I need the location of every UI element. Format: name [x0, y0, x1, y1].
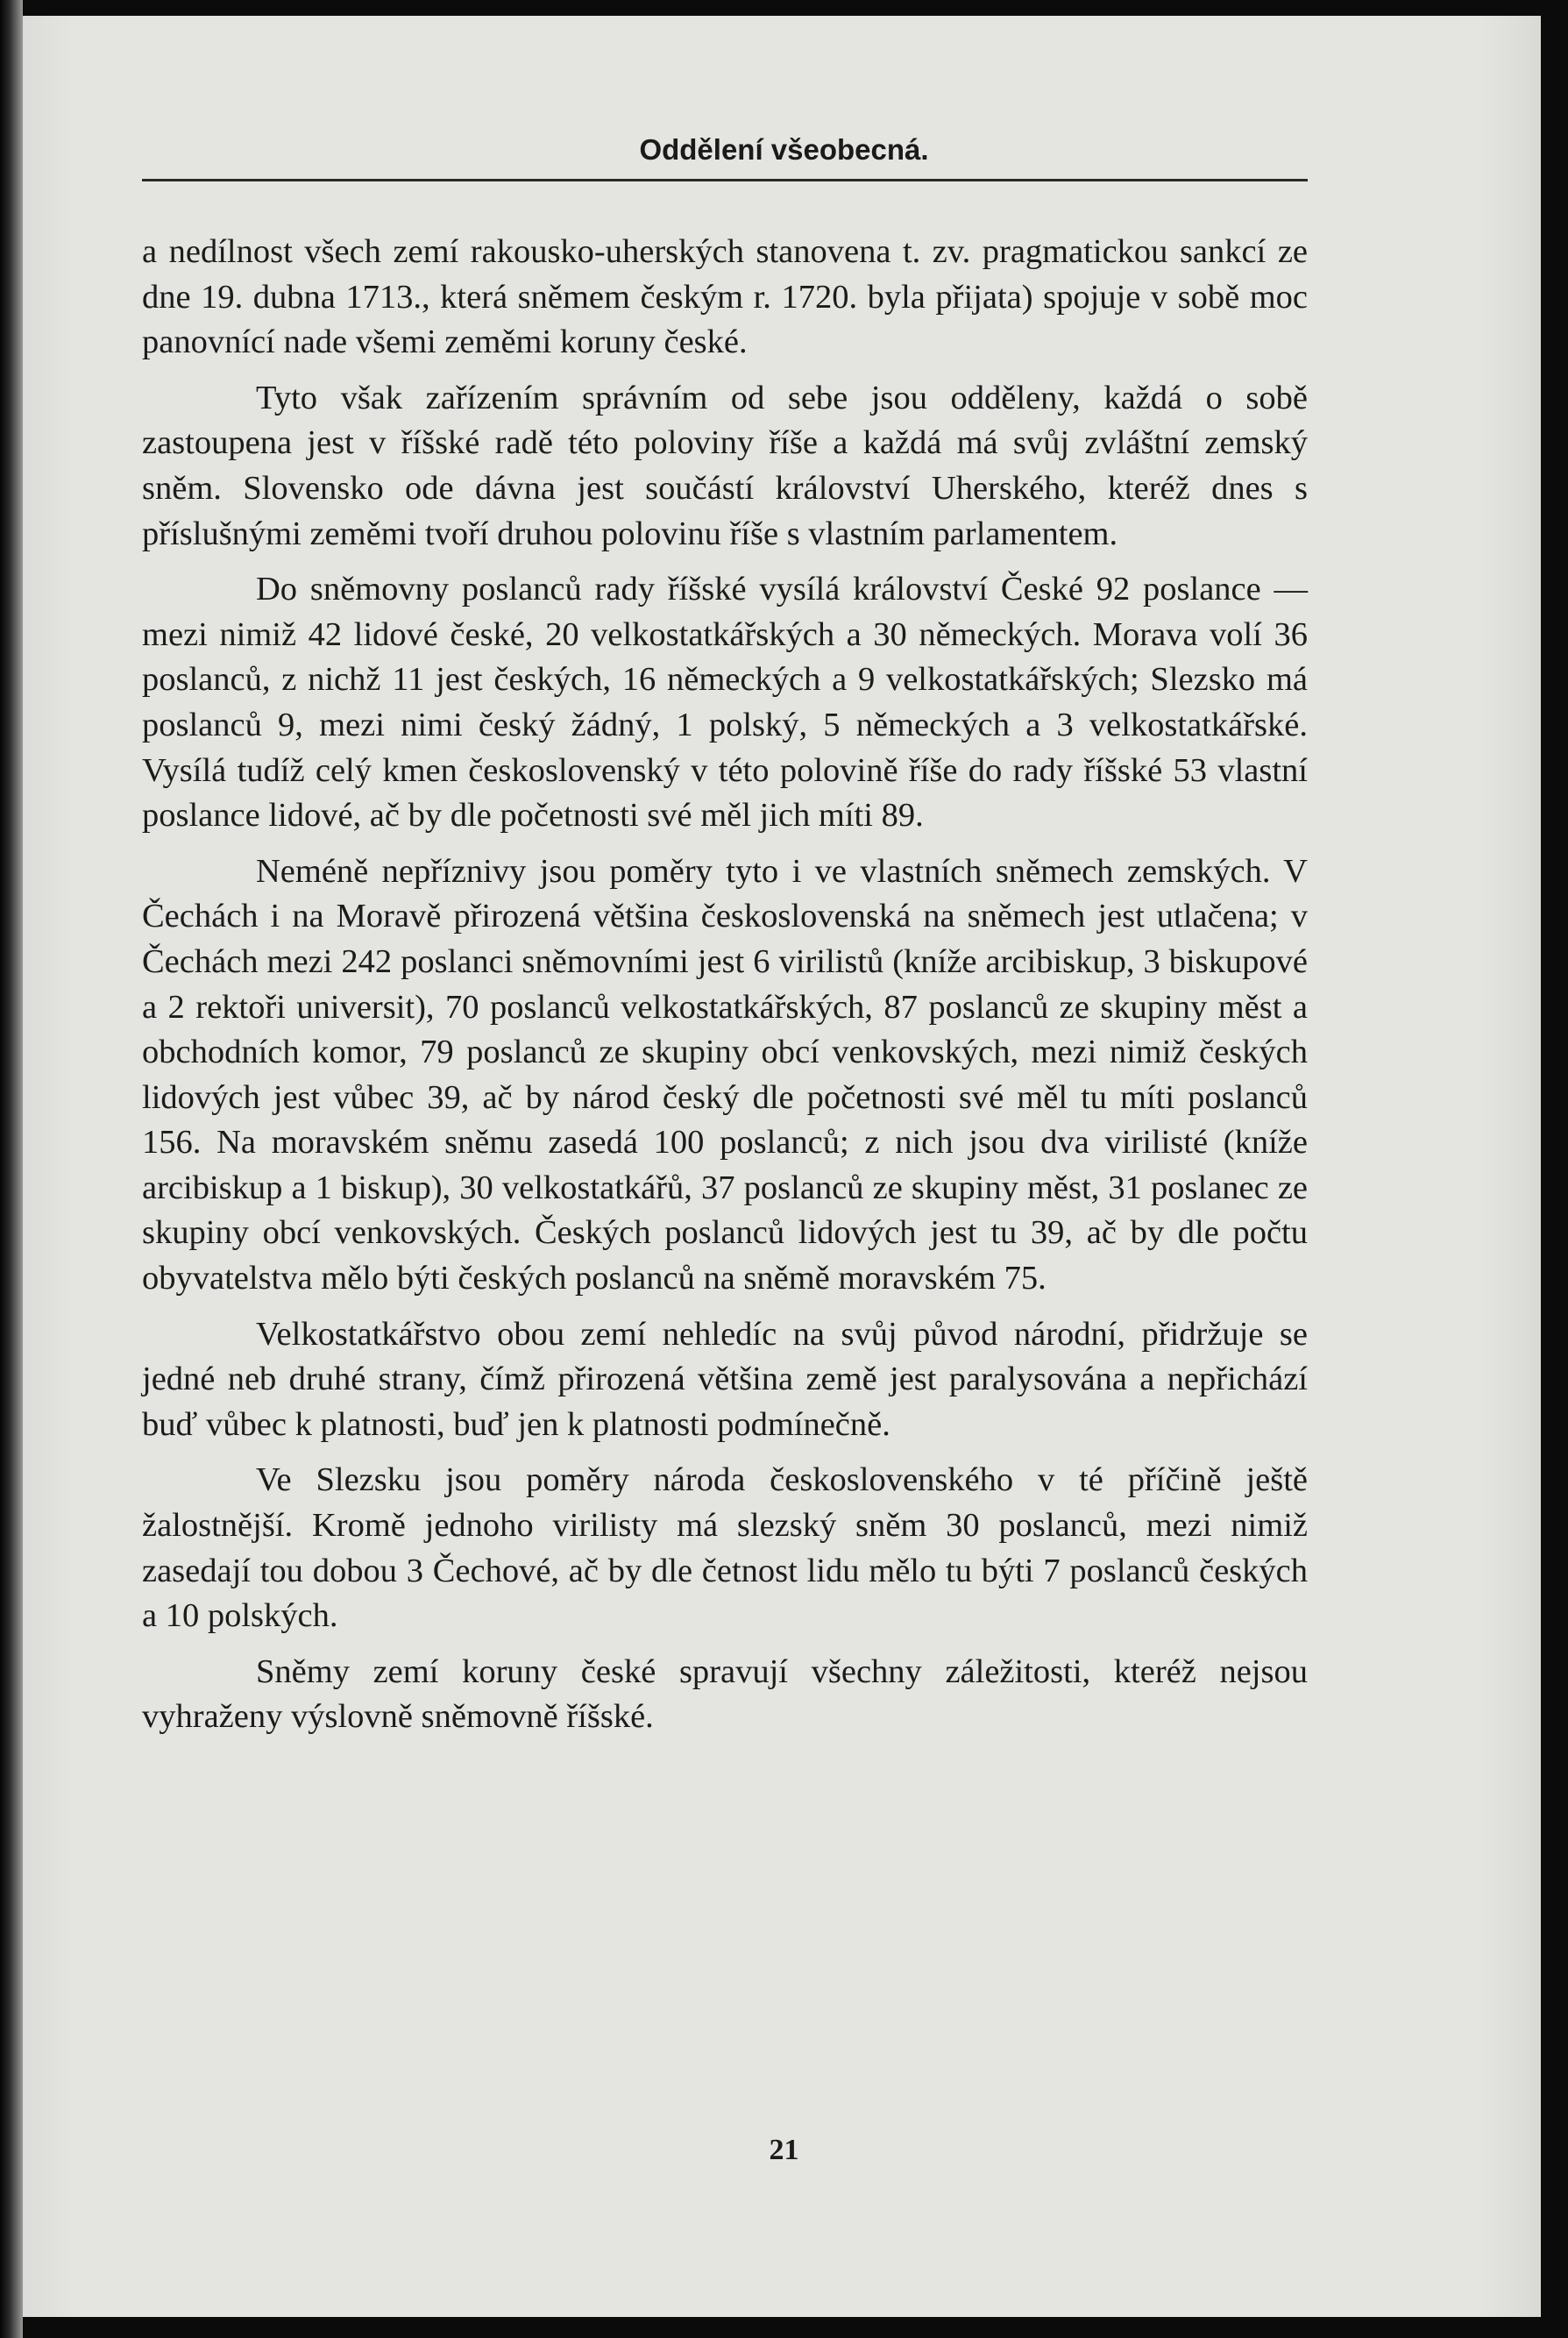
- paragraph: Sněmy zemí koruny české spravují všechny záležitosti, kteréž nejsou vyhraženy výslovně sněmovně říšské.: [142, 1652, 1308, 1736]
- body-text: [142, 230, 1308, 1751]
- paragraph: Do sněmovny poslanců rady říšské vysílá království České 92 poslance — mezi nimiž 42 lidové české, 20 velkostatkářských a 30 německých. Morava volí 36 poslanců, z nichž 11 jest českých, 16 německých a 9 velkostatkářských; Slezsko má poslanců 9, mezi nimi český žádný, 1 polský, 5 německých a 3 velkostatkářské. Vysílá tudíž celý kmen československý v této polovině říše do rady říšské 53 vlastní poslance lidové, ač by dle početnosti své měl jich míti 89.: [142, 571, 1308, 835]
- binding-edge: [0, 0, 23, 2338]
- paragraph: Neméně nepříznivy jsou poměry tyto i ve vlastních sněmech zemských. V Čechách i na Moravě přirozená většina československá na sněmech jest utlačena; v Čechách mezi 242 poslanci sněmovními jest 6 virilistů (kníže arcibiskup, 3 biskupové a 2 rektoři universit), 70 poslanců velkostatkářských, 87 poslanců ze skupiny měst a obchodních komor, 79 poslanců ze skupiny obcí venkovských, mezi nimiž českých lidových jest vůbec 39, ač by národ český dle početnosti své měl tu míti poslanců 156. Na moravském sněmu zasedá 100 poslanců; z nich jsou dva virilisté (kníže arcibiskup a 1 biskup), 30 velkostatkářů, 37 poslanců ze skupiny měst, 31 poslanec ze skupiny obcí venkovských. Českých poslanců lidových jest tu 39, ač by dle počtu obyvatelstva mělo býti českých poslanců na sněmě moravském 75.: [142, 852, 1308, 1297]
- running-head: Oddělení všeobecná.: [639, 133, 929, 166]
- paragraph: a nedílnost všech zemí rakousko-uherských stanovena t. zv. pragmatickou sankcí ze dne 19. dubna 1713., která sněmem českým r. 1720. byla přijata) spojuje v sobě moc panovnící nade všemi zeměmi koruny české.: [142, 233, 1308, 361]
- page-number: 21: [769, 2134, 799, 2166]
- paragraph: Velkostatkářstvo obou zemí nehledíc na svůj původ národní, přidržuje se jedné neb druhé strany, čímž přirozená většina země jest paralysována a nepřichází buď vůbec k platnosti, buď jen k platnosti podmínečně.: [142, 1315, 1308, 1443]
- header-rule: [142, 179, 1308, 181]
- paragraph: Ve Slezsku jsou poměry národa československého v té příčině ještě žalostnější. Kromě jednoho virilisty má slezský sněm 30 poslanců, mezi nimiž zasedají tou dobou 3 Čechové, ač by dle četnost lidu mělo tu býti 7 poslanců českých a 10 polských.: [142, 1461, 1308, 1635]
- paragraph: Tyto však zařízením správním od sebe jsou odděleny, každá o sobě zastoupena jest v říšské radě této poloviny říše a každá má svůj zvláštní zemský sněm. Slovensko ode dávna jest součástí království Uherského, kteréž dnes s příslušnými zeměmi tvoří druhou polovinu říše s vlastním parlamentem.: [142, 379, 1308, 552]
